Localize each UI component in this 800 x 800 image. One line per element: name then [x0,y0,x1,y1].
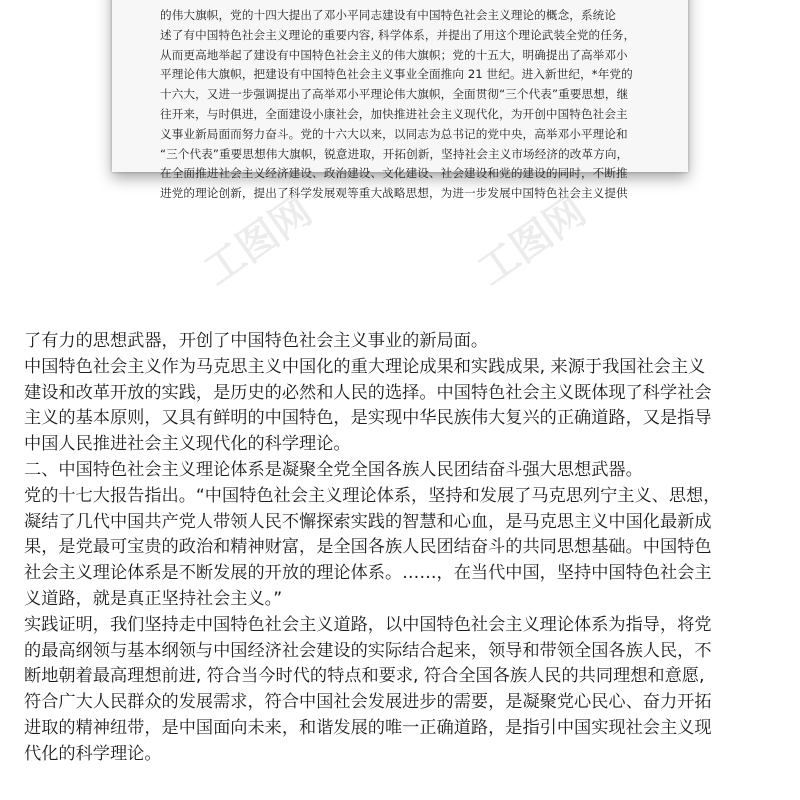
text-line: 中国人民推进社会主义现代化的科学理论。 [24,434,351,455]
body-text [24,329,784,768]
text-line: 中国特色社会主义作为马克思主义中国化的重大理论成果和实践成果, 来源于我国社会主义 [24,356,706,377]
card-line: 进党的理论创新，提出了科学发展观等重大战略思想，为进一步发展中国特色社会主义提供 [160,186,628,201]
text-line: 断地朝着最高理想前进, 符合当今时代的特点和要求, 符合全国各族人民的共同理想和意愿, [24,666,705,687]
text-line: 进取的精神纽带，是中国面向未来，和谐发展的唯一正确道路，是指引中国实现社会主义现 [24,717,712,738]
card-line: 义事业新局面而努力奋斗。党的十六大以来，以同志为总书记的党中央，高举邓小平理论和 [160,126,628,141]
text-line: 的最高纲领与基本纲领与中国经济社会建设的实际结合起来，领导和带领全国各族人民，不 [24,640,712,661]
card-line: 的伟大旗帜，党的十四大提出了邓小平同志建设有中国特色社会主义理论的概念，系统论 [160,8,617,22]
text-line: 果，是党最可宝贵的政治和精神财富，是全国各族人民团结奋斗的共同思想基础。中国特色 [24,537,712,558]
scanned-page-text [160,6,644,204]
watermark: 工图网 [195,188,321,295]
scanned-page-card [112,0,688,201]
card-line: 从而更高地举起了建设有中国特色社会主义的伟大旗帜；党的十五大，明确提出了高举邓小 [160,47,628,62]
text-line: 了有力的思想武器，开创了中国特色社会主义事业的新局面。 [24,331,489,351]
text-line: 实践证明，我们坚持走中国特色社会主义道路，以中国特色社会主义理论体系为指导，将党 [24,614,712,635]
card-line: 平理论伟大旗帜，把建设有中国特色社会主义事业全面推向 21 世纪。进入新世纪，*年党的 [160,67,633,82]
text-line: 代化的科学理论。 [24,743,162,764]
card-line: 往开来，与时俱进，全面建设小康社会，加快推进社会主义现代化，为开创中国特色社会主 [160,106,628,121]
text-line: 符合广大人民群众的发展需求，符合中国社会发展进步的需要，是凝聚党心民心、奋力开拓 [24,692,712,713]
text-line: 义道路，就是真正坚持社会主义。” [24,588,283,609]
card-line: 述了有中国特色社会主义理论的重要内容, 科学体系，并提出了用这个理论武装全党的任务， [160,27,636,42]
section-heading: 二、中国特色社会主义理论体系是凝聚全党全国各族人民团结奋斗强大思想武器。 [24,459,643,480]
card-line: 十六大，又进一步强调提出了高举邓小平理论伟大旗帜，全面贯彻“三个代表”重要思想，继 [160,87,629,102]
card-line: 在全面推进社会主义经济建设、政治建设、文化建设、社会建设和党的建设的同时，不断推 [160,166,628,181]
text-line: 建设和改革开放的实践，是历史的必然和人民的选择。中国特色社会主义既体现了科学社会 [24,382,712,403]
text-line: 主义的基本原则，又具有鲜明的中国特色，是实现中华民族伟大复兴的正确道路，又是指导 [24,408,712,429]
watermark: 工图网 [469,188,595,295]
card-line: “三个代表”重要思想伟大旗帜，锐意进取，开拓创新，坚持社会主义市场经济的改革方向， [160,146,629,161]
text-line: 凝结了几代中国共产党人带领人民不懈探索实践的智慧和心血，是马克思主义中国化最新成 [24,511,712,532]
text-line: 社会主义理论体系是不断发展的开放的理论体系。……，在当代中国，坚持中国特色社会主 [24,563,712,584]
text-line: 党的十七大报告指出。“中国特色社会主义理论体系，坚持和发展了马克思列宁主义、思想， [24,485,721,506]
